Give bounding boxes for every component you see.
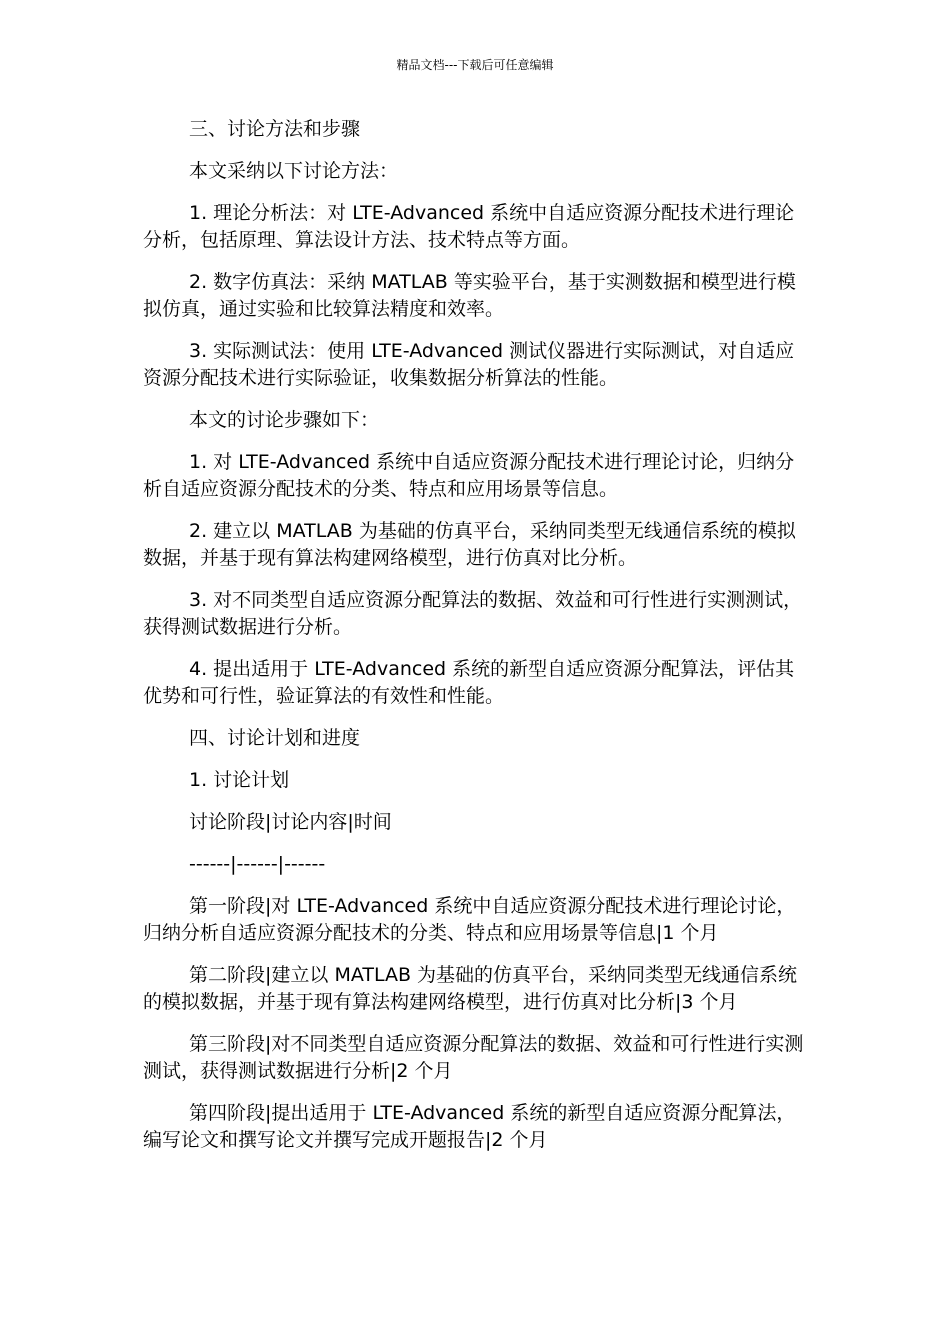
section-heading-plan: 四、讨论计划和进度	[189, 727, 361, 749]
plan-table-header: 讨论阶段|讨论内容|时间	[189, 811, 392, 833]
step-item-4: 4. 提出适用于 LTE-Advanced 系统的新型自适应资源分配算法，评估其优势和可行性，验证算法的有效性和性能。	[143, 658, 795, 707]
plan-row-stage-4: 第四阶段|提出适用于 LTE-Advanced 系统的新型自适应资源分配算法，编写论文和撰写论文并撰写完成开题报告|2 个月	[143, 1102, 796, 1151]
plan-row-stage-3: 第三阶段|对不同类型自适应资源分配算法的数据、效益和可行性进行实测测试，获得测试数据进行分析|2 个月	[143, 1033, 804, 1082]
step-item-2: 2. 建立以 MATLAB 为基础的仿真平台，采纳同类型无线通信系统的模拟数据，并基于现有算法构建网络模型，进行仿真对比分析。	[143, 520, 796, 569]
plan-row-stage-1: 第一阶段|对 LTE-Advanced 系统中自适应资源分配技术进行理论讨论，归纳分析自适应资源分配技术的分类、特点和应用场景等信息|1 个月	[143, 895, 796, 944]
methods-intro: 本文采纳以下讨论方法：	[189, 160, 399, 182]
subsection-heading-plan: 1. 讨论计划	[189, 769, 290, 791]
section-heading-methods: 三、讨论方法和步骤	[189, 118, 361, 140]
document-body	[143, 116, 809, 1169]
step-item-1: 1. 对 LTE-Advanced 系统中自适应资源分配技术进行理论讨论，归纳分析自适应资源分配技术的分类、特点和应用场景等信息。	[143, 451, 795, 500]
plan-row-stage-2: 第二阶段|建立以 MATLAB 为基础的仿真平台，采纳同类型无线通信系统的模拟数据，并基于现有算法构建网络模型，进行仿真对比分析|3 个月	[143, 964, 798, 1013]
page-header: 精品文档---下载后可任意编辑	[396, 58, 554, 72]
method-item-simulation: 2. 数字仿真法：采纳 MATLAB 等实验平台，基于实测数据和模型进行模拟仿真，通过实验和比较算法精度和效率。	[143, 271, 796, 320]
method-item-testing: 3. 实际测试法：使用 LTE-Advanced 测试仪器进行实际测试，对自适应资源分配技术进行实际验证，收集数据分析算法的性能。	[143, 340, 795, 389]
step-item-3: 3. 对不同类型自适应资源分配算法的数据、效益和可行性进行实测测试，获得测试数据进行分析。	[143, 589, 803, 638]
steps-intro: 本文的讨论步骤如下：	[189, 409, 380, 431]
plan-table-divider: ------|------|------	[189, 853, 326, 875]
method-item-theory: 1. 理论分析法：对 LTE-Advanced 系统中自适应资源分配技术进行理论分析，包括原理、算法设计方法、技术特点等方面。	[143, 202, 795, 251]
